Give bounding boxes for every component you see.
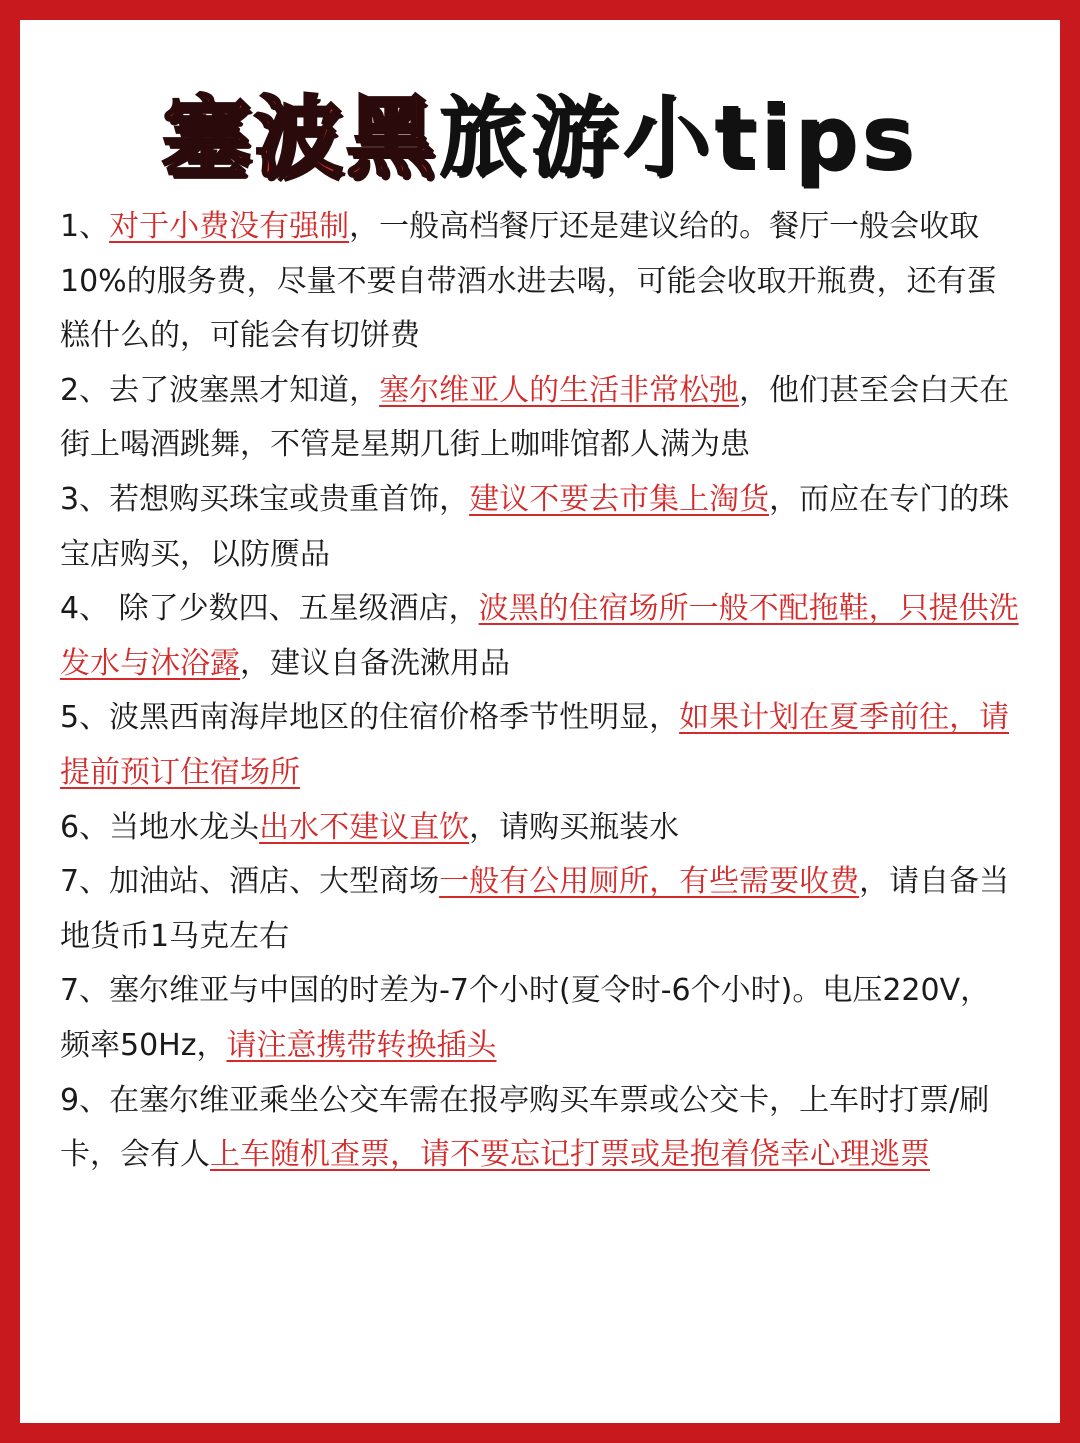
tip-text: 6、当地水龙头 [60,809,260,845]
tip-item [60,473,1020,582]
tip-text: ，请自备当地货币1马克左右 [60,864,1010,954]
tip-item [60,582,1020,691]
tip-text: 2、去了波塞黑才知道， [60,372,380,408]
tip-item [60,1074,1020,1183]
tip-text: 7、塞尔维亚与中国的时差为-7个小时(夏令时-6个小时)。电压220V，频率50Hz， [60,973,991,1063]
tip-highlight: 出水不建议直饮 [259,809,470,845]
tip-highlight: 建议不要去市集上淘货 [469,481,770,517]
tip-text: ，而应在专门的珠宝店购买，以防赝品 [60,481,1010,572]
tip-text: 9、在塞尔维亚乘坐公交车需在报亭购买车票或公交卡，上车时打票/刷卡，会有人 [60,1082,990,1173]
tip-highlight: 一般有公用厕所，有些需要收费 [439,864,860,900]
tip-text: 1、 [60,209,110,244]
tip-highlight: 如果计划在夏季前往，请提前预订住宿场所 [60,700,1010,790]
tip-item [60,364,1020,473]
tip-highlight: 对于小费没有强制 [109,209,350,244]
tip-text: 4、 除了少数四、五星级酒店， [60,591,479,627]
tip-item [60,855,1020,964]
tip-highlight: 请注意携带转换插头 [226,1027,497,1063]
tip-highlight: 塞尔维亚人的生活非常松弛 [379,372,740,408]
tip-highlight: 波黑的住宿场所一般不配拖鞋，只提供洗发水与沐浴露 [60,591,1019,681]
tip-text: ，一般高档餐厅还是建议给的。餐厅一般会收取10%的服务费，尽量不要自带酒水进去喝，可能会收取开瓶费，还有蛋糕什么的，可能会有切饼费 [60,209,997,354]
content-card [20,20,1060,1423]
tip-text: ，请购买瓶装水 [469,809,680,845]
tip-item [60,801,1020,856]
tip-text: 5、波黑西南海岸地区的住宿价格季节性明显， [60,700,680,736]
tip-text: ，他们甚至会白天在街上喝酒跳舞，不管是星期几街上咖啡馆都人满为患 [60,372,1010,463]
title-highlight: 塞波黑 [162,86,439,189]
tip-text: 7、加油站、酒店、大型商场 [60,864,440,900]
tip-item [60,691,1020,800]
tip-text: 3、若想购买珠宝或贵重首饰， [60,481,470,517]
tip-highlight: 上车随机查票，请不要忘记打票或是抱着侥幸心理逃票 [210,1137,930,1173]
tip-item [60,964,1020,1073]
tip-text: ，建议自备洗漱用品 [240,645,510,681]
page-title [20,68,1060,194]
tips-list [60,200,1020,1183]
title-main: 旅游小tips [438,86,918,189]
tip-item [60,200,1020,364]
